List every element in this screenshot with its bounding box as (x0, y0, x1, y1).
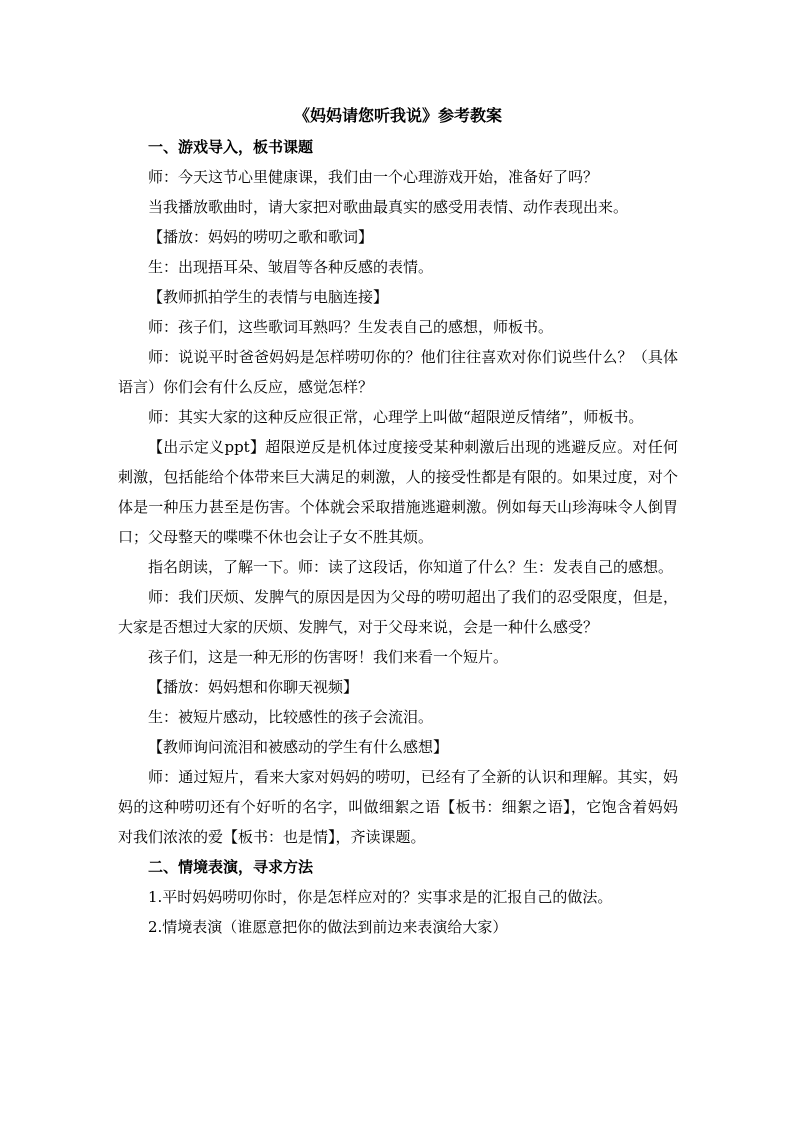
paragraph: 生：出现捂耳朵、皱眉等各种反感的表情。 (148, 258, 434, 276)
document-title: 《妈妈请您听我说》参考教案 (293, 106, 502, 125)
paragraph: 【播放：妈妈的唠叨之歌和歌词】 (148, 228, 374, 246)
paragraph: 【教师抓拍学生的表情与电脑连接】 (148, 288, 389, 306)
paragraph: 师：我们厌烦、发脾气的原因是因为父母的唠叨超出了我们的忍受限度，但是，大家是否想过大家的厌烦、发脾气，对于父母来说，会是一种什么感受？ (118, 588, 678, 636)
paragraph: 师：其实大家的这种反应很正常，心理学上叫做“超限逆反情绪”，师板书。 (148, 408, 644, 426)
paragraph: 师：今天这节心里健康课，我们由一个心理游戏开始，准备好了吗？ (148, 168, 599, 186)
paragraph: 指名朗读，了解一下。师：读了这段话，你知道了什么？生：发表自己的感想。 (148, 558, 674, 576)
paragraph: 师：说说平时爸爸妈妈是怎样唠叨你的？他们往往喜欢对你们说些什么？（具体语言）你们会有什么反应，感觉怎样？ (118, 348, 678, 396)
paragraph: 【教师询问流泪和被感动的学生有什么感想】 (148, 738, 449, 756)
section-heading-2: 二、情境表演，寻求方法 (148, 858, 314, 876)
paragraph: 孩子们，这是一种无形的伤害呀！我们来看一个短片。 (148, 648, 509, 666)
paragraph: 师：通过短片，看来大家对妈妈的唠叨，已经有了全新的认识和理解。其实，妈妈的这种唠叨还有个好听的名字，叫做细絮之语【板书：细絮之语】，它饱含着妈妈对我们浓浓的爱【板书：也是情】，齐读课题。 (118, 768, 678, 846)
paragraph: 2.情境表演（谁愿意把你的做法到前边来表演给大家） (148, 918, 508, 936)
paragraph: 1.平时妈妈唠叨你时，你是怎样应对的？实事求是的汇报自己的做法。 (148, 888, 613, 906)
paragraph: 当我播放歌曲时，请大家把对歌曲最真实的感受用表情、动作表现出来。 (148, 198, 629, 216)
paragraph: 【出示定义ppt】超限逆反是机体过度接受某种刺激后出现的逃避反应。对任何刺激，包括能给个体带来巨大满足的刺激，人的接受性都是有限的。如果过度，对个体是一种压力甚至是伤害。个体就会采取措施逃避刺激。例如每天山珍海味令人倒胃口；父母整天的喋喋不休也会让子女不胜其烦。 (118, 438, 678, 546)
paragraph: 【播放：妈妈想和你聊天视频】 (148, 678, 359, 696)
paragraph: 师：孩子们，这些歌词耳熟吗？生发表自己的感想，师板书。 (148, 318, 554, 336)
paragraph: 生：被短片感动，比较感性的孩子会流泪。 (148, 708, 434, 726)
section-heading-1: 一、游戏导入，板书课题 (148, 138, 314, 156)
document-content (118, 104, 678, 942)
